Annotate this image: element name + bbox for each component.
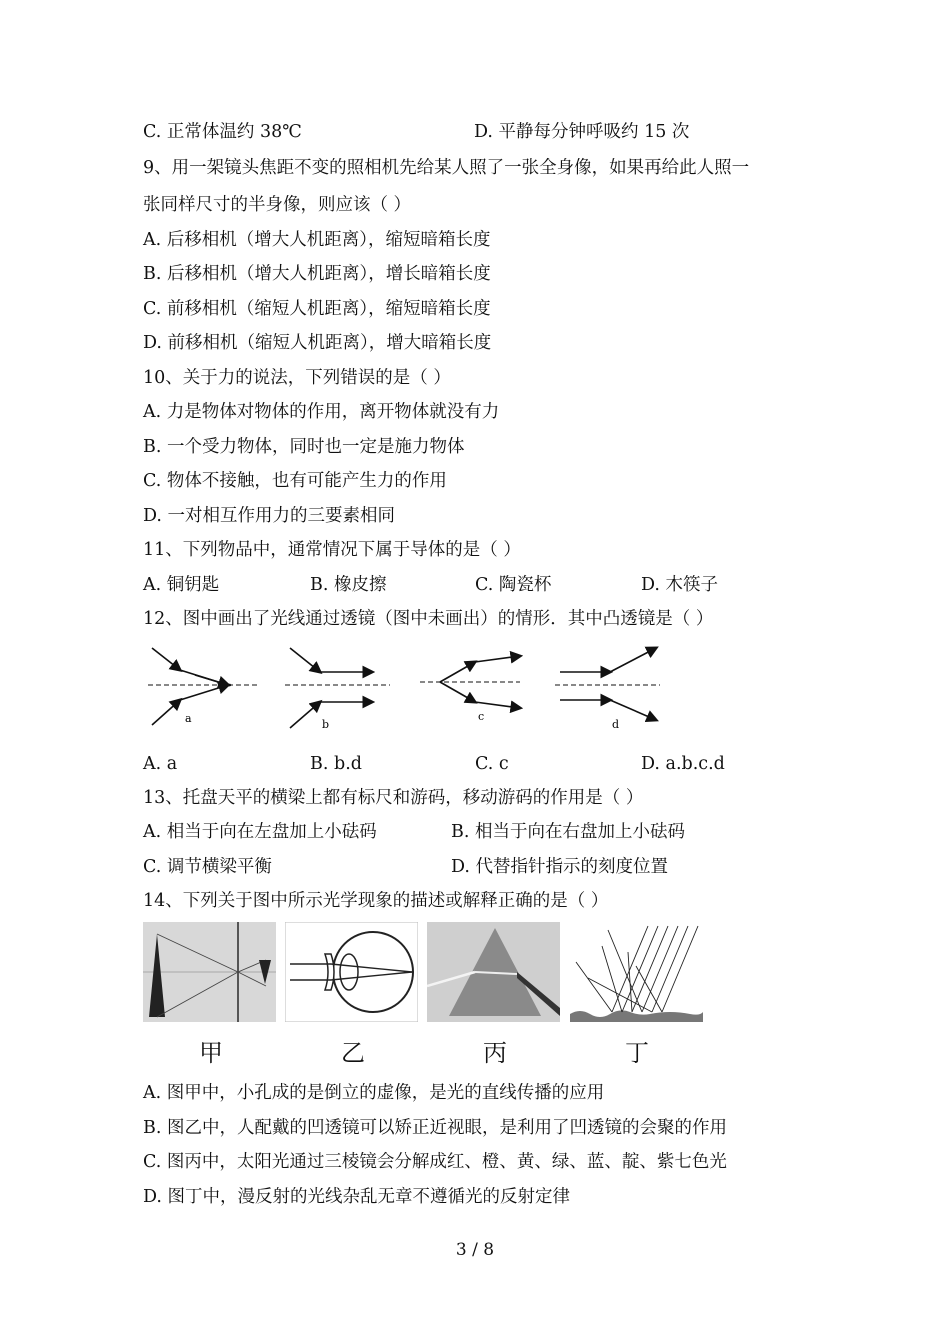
q12-stem: 12、图中画出了光线通过透镜（图中未画出）的情形．其中凸透镜是（ ） [143, 609, 714, 629]
q14-figure-jia [143, 922, 276, 1022]
q14-label-jia: 甲 [199, 1039, 223, 1067]
q9-option-b: B. 后移相机（增大人机距离），增长暗箱长度 [143, 264, 491, 284]
q9-option-d: D. 前移相机（缩短人机距离），增大暗箱长度 [143, 333, 492, 353]
q13-option-c: C. 调节横梁平衡 [143, 857, 272, 877]
q12-option-b: B. b.d [310, 754, 362, 774]
q12-option-d: D. a.b.c.d [641, 754, 725, 774]
q14-option-a: A. 图甲中，小孔成的是倒立的虚像，是光的直线传播的应用 [143, 1083, 605, 1103]
q14-option-d: D. 图丁中，漫反射的光线杂乱无章不遵循光的反射定律 [143, 1187, 571, 1207]
q11-option-b: B. 橡皮擦 [310, 575, 387, 595]
q9-stem-line1: 9、用一架镜头焦距不变的照相机先给某人照了一张全身像，如果再给此人照一 [143, 158, 750, 178]
q12-label-d: d [612, 718, 620, 731]
q12-lens-rays-figure [140, 640, 670, 740]
q9-option-a: A. 后移相机（增大人机距离），缩短暗箱长度 [143, 230, 491, 250]
q12-label-a: a [185, 712, 192, 725]
q14-label-yi: 乙 [341, 1039, 365, 1067]
q8-option-c: C. 正常体温约 38℃ [143, 122, 302, 142]
q12-label-b: b [322, 718, 330, 731]
q12-option-a: A. a [143, 754, 178, 774]
q14-label-bing: 丙 [483, 1039, 507, 1067]
q11-option-d: D. 木筷子 [641, 575, 719, 595]
q13-stem: 13、托盘天平的横梁上都有标尺和游码，移动游码的作用是（ ） [143, 788, 644, 808]
q10-option-d: D. 一对相互作用力的三要素相同 [143, 506, 396, 526]
q11-stem: 11、下列物品中，通常情况下属于导体的是（ ） [143, 540, 521, 560]
q12-option-c: C. c [475, 754, 509, 774]
q14-figure-bing [427, 922, 560, 1022]
q14-option-c: C. 图丙中，太阳光通过三棱镜会分解成红、橙、黄、绿、蓝、靛、紫七色光 [143, 1152, 727, 1172]
q11-option-c: C. 陶瓷杯 [475, 575, 552, 595]
q14-stem: 14、下列关于图中所示光学现象的描述或解释正确的是（ ） [143, 891, 609, 911]
q11-option-a: A. 铜钥匙 [143, 575, 220, 595]
q10-option-a: A. 力是物体对物体的作用，离开物体就没有力 [143, 402, 500, 422]
q12-figure-d [560, 648, 656, 720]
q10-stem: 10、关于力的说法，下列错误的是（ ） [143, 368, 451, 388]
q13-option-b: B. 相当于向在右盘加上小砝码 [451, 822, 685, 842]
q10-option-b: B. 一个受力物体，同时也一定是施力物体 [143, 437, 465, 457]
q14-figure-yi [285, 922, 418, 1022]
q13-option-d: D. 代替指针指示的刻度位置 [451, 857, 669, 877]
q12-label-c: c [478, 710, 485, 723]
q14-figure-ding [570, 922, 703, 1022]
q9-stem-line2: 张同样尺寸的半身像，则应该（ ） [143, 195, 412, 215]
q9-option-c: C. 前移相机（缩短人机距离），缩短暗箱长度 [143, 299, 491, 319]
q10-option-c: C. 物体不接触，也有可能产生力的作用 [143, 471, 447, 491]
q13-option-a: A. 相当于向在左盘加上小砝码 [143, 822, 377, 842]
page-number: 3 / 8 [455, 1240, 495, 1260]
q8-option-d: D. 平静每分钟呼吸约 15 次 [474, 122, 690, 142]
q12-figure-b [290, 648, 372, 728]
q14-option-b: B. 图乙中，人配戴的凹透镜可以矫正近视眼，是利用了凹透镜的会聚的作用 [143, 1118, 727, 1138]
q14-label-ding: 丁 [625, 1039, 649, 1067]
